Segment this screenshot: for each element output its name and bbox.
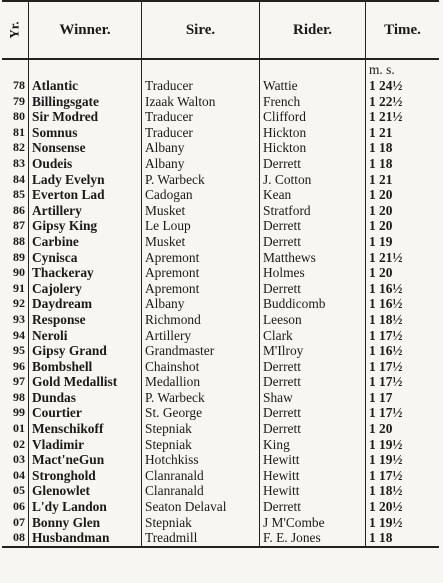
time-cell: 1 21½ bbox=[366, 250, 440, 266]
rider-header: Rider. bbox=[260, 1, 366, 59]
time-cell: 1 20 bbox=[366, 187, 440, 203]
table-row bbox=[2, 281, 439, 297]
rider-cell: Buddicomb bbox=[260, 296, 366, 312]
winner-cell: Neroli bbox=[29, 328, 142, 344]
time-cell: 1 17½ bbox=[366, 405, 440, 421]
year-cell: 04 bbox=[13, 467, 25, 482]
time-cell: 1 24½ bbox=[366, 78, 440, 94]
winner-cell: Everton Lad bbox=[29, 187, 142, 203]
time-cell: 1 20 bbox=[366, 218, 440, 234]
time-cell: 1 19½ bbox=[366, 437, 440, 453]
header-row bbox=[2, 1, 439, 59]
year-cell: 89 bbox=[13, 249, 25, 264]
time-cell: 1 17½ bbox=[366, 359, 440, 375]
rider-cell: Hewitt bbox=[260, 483, 366, 499]
winner-cell: Oudeis bbox=[29, 156, 142, 172]
year-cell: 05 bbox=[13, 483, 25, 498]
time-cell: 1 20 bbox=[366, 203, 440, 219]
rider-cell: Clark bbox=[260, 328, 366, 344]
table-row bbox=[2, 343, 439, 359]
rider-cell: Stratford bbox=[260, 203, 366, 219]
time-cell: 1 20½ bbox=[366, 499, 440, 515]
sire-cell: Traducer bbox=[142, 125, 260, 141]
winner-cell: Atlantic bbox=[29, 78, 142, 94]
table-row bbox=[2, 359, 439, 375]
sire-cell: Richmond bbox=[142, 312, 260, 328]
time-cell: 1 22½ bbox=[366, 94, 440, 110]
table-row bbox=[2, 390, 439, 406]
year-cell: 81 bbox=[13, 124, 25, 139]
winner-cell: Mact'neGun bbox=[29, 452, 142, 468]
sire-cell: St. George bbox=[142, 405, 260, 421]
rider-cell: Leeson bbox=[260, 312, 366, 328]
winner-cell: Vladimir bbox=[29, 437, 142, 453]
sire-cell: Clanranald bbox=[142, 468, 260, 484]
sire-cell: Albany bbox=[142, 140, 260, 156]
table-row bbox=[2, 296, 439, 312]
year-cell: 95 bbox=[13, 343, 25, 358]
sire-cell: Apremont bbox=[142, 281, 260, 297]
table-row bbox=[2, 140, 439, 156]
rider-cell: J M'Combe bbox=[260, 515, 366, 531]
table-row bbox=[2, 405, 439, 421]
table-row bbox=[2, 452, 439, 468]
year-cell: 07 bbox=[13, 514, 25, 529]
winner-cell: Gold Medallist bbox=[29, 374, 142, 390]
time-cell: 1 17½ bbox=[366, 468, 440, 484]
time-cell: 1 21 bbox=[366, 172, 440, 188]
rider-cell: Shaw bbox=[260, 390, 366, 406]
sire-cell: Chainshot bbox=[142, 359, 260, 375]
table-row bbox=[2, 156, 439, 172]
year-cell: 92 bbox=[13, 296, 25, 311]
sire-cell: Cadogan bbox=[142, 187, 260, 203]
year-cell: 01 bbox=[13, 421, 25, 436]
rider-cell: French bbox=[260, 94, 366, 110]
winner-cell: Glenowlet bbox=[29, 483, 142, 499]
sire-cell: Stepniak bbox=[142, 437, 260, 453]
year-cell: 90 bbox=[13, 265, 25, 280]
rider-cell: Kean bbox=[260, 187, 366, 203]
winner-cell: Billingsgate bbox=[29, 94, 142, 110]
year-cell: 96 bbox=[13, 358, 25, 373]
winner-cell: Somnus bbox=[29, 125, 142, 141]
year-cell: 98 bbox=[13, 389, 25, 404]
rider-cell: J. Cotton bbox=[260, 172, 366, 188]
time-cell: 1 18 bbox=[366, 140, 440, 156]
year-cell: 97 bbox=[13, 374, 25, 389]
sire-cell: Artillery bbox=[142, 328, 260, 344]
time-cell: 1 21½ bbox=[366, 109, 440, 125]
year-cell: 87 bbox=[13, 218, 25, 233]
rider-cell: Derrett bbox=[260, 421, 366, 437]
sire-cell: Clanranald bbox=[142, 483, 260, 499]
time-cell: 1 16½ bbox=[366, 281, 440, 297]
table-row bbox=[2, 468, 439, 484]
sire-cell: Treadmill bbox=[142, 530, 260, 547]
time-header: Time. bbox=[366, 1, 440, 59]
time-cell: 1 19 bbox=[366, 234, 440, 250]
year-cell: 06 bbox=[13, 499, 25, 514]
sire-cell: Albany bbox=[142, 296, 260, 312]
winner-cell: Stronghold bbox=[29, 468, 142, 484]
year-cell: 94 bbox=[13, 327, 25, 342]
time-cell: 1 20 bbox=[366, 265, 440, 281]
sire-cell: Traducer bbox=[142, 78, 260, 94]
sire-cell: Stepniak bbox=[142, 515, 260, 531]
table-row bbox=[2, 203, 439, 219]
sire-cell: Hotchkiss bbox=[142, 452, 260, 468]
sire-cell: P. Warbeck bbox=[142, 390, 260, 406]
sire-cell: Musket bbox=[142, 203, 260, 219]
winner-cell: Thackeray bbox=[29, 265, 142, 281]
sire-cell: Apremont bbox=[142, 265, 260, 281]
sire-header: Sire. bbox=[142, 1, 260, 59]
table-row bbox=[2, 328, 439, 344]
table-row bbox=[2, 515, 439, 531]
winner-cell: Sir Modred bbox=[29, 109, 142, 125]
winner-cell: Response bbox=[29, 312, 142, 328]
table-row bbox=[2, 94, 439, 110]
rider-cell: Wattie bbox=[260, 78, 366, 94]
rider-cell: Derrett bbox=[260, 281, 366, 297]
units-row bbox=[2, 59, 439, 78]
rider-cell: F. E. Jones bbox=[260, 530, 366, 547]
table-row bbox=[2, 187, 439, 203]
time-cell: 1 18½ bbox=[366, 483, 440, 499]
sire-cell: Grandmaster bbox=[142, 343, 260, 359]
winner-header: Winner. bbox=[29, 1, 142, 59]
time-cell: 1 21 bbox=[366, 125, 440, 141]
rider-cell: Derrett bbox=[260, 405, 366, 421]
rider-cell: Matthews bbox=[260, 250, 366, 266]
rider-cell: Clifford bbox=[260, 109, 366, 125]
year-cell: 78 bbox=[13, 78, 25, 92]
sire-cell: Musket bbox=[142, 234, 260, 250]
table-row bbox=[2, 234, 439, 250]
year-cell: 82 bbox=[13, 140, 25, 155]
sire-cell: Izaak Walton bbox=[142, 94, 260, 110]
table-row bbox=[2, 499, 439, 515]
year-cell: 03 bbox=[13, 452, 25, 467]
year-cell: 08 bbox=[13, 530, 25, 545]
winner-cell: Gipsy Grand bbox=[29, 343, 142, 359]
table-row bbox=[2, 250, 439, 266]
winner-cell: Bonny Glen bbox=[29, 515, 142, 531]
rider-cell: Hickton bbox=[260, 125, 366, 141]
time-cell: 1 16½ bbox=[366, 296, 440, 312]
winner-cell: L'dy Landon bbox=[29, 499, 142, 515]
table-row bbox=[2, 265, 439, 281]
winner-cell: Lady Evelyn bbox=[29, 172, 142, 188]
table-row bbox=[2, 530, 439, 547]
sire-cell: Apremont bbox=[142, 250, 260, 266]
time-cell: 1 17½ bbox=[366, 328, 440, 344]
winner-cell: Artillery bbox=[29, 203, 142, 219]
table-row bbox=[2, 218, 439, 234]
sire-cell: Seaton Delaval bbox=[142, 499, 260, 515]
winner-cell: Nonsense bbox=[29, 140, 142, 156]
sire-cell: Stepniak bbox=[142, 421, 260, 437]
rider-cell: Hickton bbox=[260, 140, 366, 156]
table-row bbox=[2, 78, 439, 94]
time-cell: 1 16½ bbox=[366, 343, 440, 359]
year-cell: 80 bbox=[13, 109, 25, 124]
time-cell: 1 19½ bbox=[366, 515, 440, 531]
year-cell: 85 bbox=[13, 187, 25, 202]
year-cell: 99 bbox=[13, 405, 25, 420]
sire-cell: Albany bbox=[142, 156, 260, 172]
time-cell: 1 18½ bbox=[366, 312, 440, 328]
year-header: Yr. bbox=[2, 1, 29, 59]
winner-cell: Daydream bbox=[29, 296, 142, 312]
table-row bbox=[2, 437, 439, 453]
winner-cell: Courtier bbox=[29, 405, 142, 421]
year-cell: 79 bbox=[13, 93, 25, 108]
rider-cell: Derrett bbox=[260, 374, 366, 390]
winner-cell: Carbine bbox=[29, 234, 142, 250]
winner-cell: Menschikoff bbox=[29, 421, 142, 437]
table-row bbox=[2, 109, 439, 125]
year-cell: 91 bbox=[13, 280, 25, 295]
rider-cell: Holmes bbox=[260, 265, 366, 281]
table-row bbox=[2, 172, 439, 188]
table-row bbox=[2, 374, 439, 390]
winner-cell: Husbandman bbox=[29, 530, 142, 547]
rider-cell: Hewitt bbox=[260, 468, 366, 484]
winner-cell: Cajolery bbox=[29, 281, 142, 297]
winner-cell: Bombshell bbox=[29, 359, 142, 375]
year-cell: 84 bbox=[13, 171, 25, 186]
table-row bbox=[2, 483, 439, 499]
rider-cell: Hewitt bbox=[260, 452, 366, 468]
table-row bbox=[2, 312, 439, 328]
sire-cell: Le Loup bbox=[142, 218, 260, 234]
sire-cell: Traducer bbox=[142, 109, 260, 125]
rider-cell: Derrett bbox=[260, 156, 366, 172]
sire-cell: Medallion bbox=[142, 374, 260, 390]
results-table bbox=[2, 0, 439, 548]
winner-cell: Dundas bbox=[29, 390, 142, 406]
rider-cell: Derrett bbox=[260, 234, 366, 250]
rider-cell: King bbox=[260, 437, 366, 453]
time-cell: 1 18 bbox=[366, 156, 440, 172]
winner-cell: Gipsy King bbox=[29, 218, 142, 234]
winner-cell: Cynisca bbox=[29, 250, 142, 266]
table-row bbox=[2, 125, 439, 141]
year-cell: 93 bbox=[13, 311, 25, 326]
year-cell: 86 bbox=[13, 202, 25, 217]
rider-cell: Derrett bbox=[260, 359, 366, 375]
year-cell: 83 bbox=[13, 155, 25, 170]
time-cell: 1 18 bbox=[366, 530, 440, 547]
table-row bbox=[2, 421, 439, 437]
sire-cell: P. Warbeck bbox=[142, 172, 260, 188]
time-cell: 1 17 bbox=[366, 390, 440, 406]
year-cell: 02 bbox=[13, 436, 25, 451]
rider-cell: M'Ilroy bbox=[260, 343, 366, 359]
time-cell: 1 19½ bbox=[366, 452, 440, 468]
units-label: m. s. bbox=[366, 59, 440, 78]
year-cell: 88 bbox=[13, 233, 25, 248]
time-cell: 1 17½ bbox=[366, 374, 440, 390]
rider-cell: Derrett bbox=[260, 499, 366, 515]
rider-cell: Derrett bbox=[260, 218, 366, 234]
time-cell: 1 20 bbox=[366, 421, 440, 437]
